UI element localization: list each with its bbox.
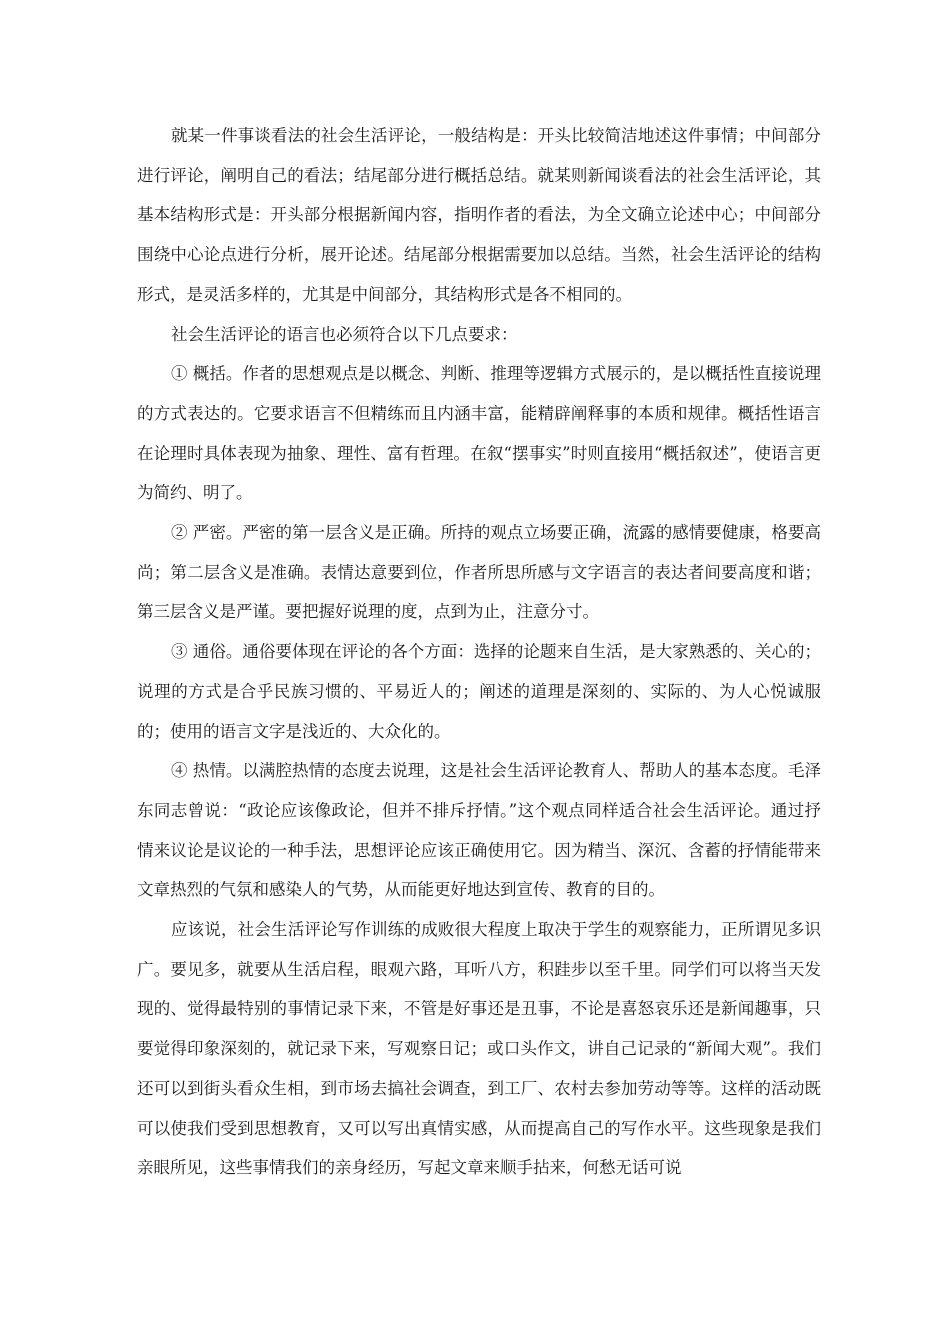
paragraph-point-rigorous: ② 严密。严密的第一层含义是正确。所持的观点立场要正确，流露的感情要健康，格要高尚；第二层含义是准确。表情达意要到位，作者所思所感与文字语言的表达者间要高度和谐；第三层含义是严谨。要把握好说理的度，点到为止，注意分寸。 xyxy=(137,523,821,622)
paragraph-point-popular: ③ 通俗。通俗要体现在评论的各个方面：选择的论题来自生活，是大家熟悉的、关心的；说理的方式是合乎民族习惯的、平易近人的；阐述的道理是深刻的、实际的、为人心悦诚服的；使用的语言文字是浅近的、大众化的。 xyxy=(137,642,821,741)
paragraph-structure: 就某一件事谈看法的社会生活评论，一般结构是：开头比较简洁地述这件事情；中间部分进行评论，阐明自己的看法；结尾部分进行概括总结。就某则新闻谈看法的社会生活评论，其基本结构形式是：开头部分根据新闻内容，指明作者的看法，为全文确立论述中心；中间部分围绕中心论点进行分析，展开论述。结尾部分根据需要加以总结。当然，社会生活评论的结构形式，是灵活多样的，尤其是中间部分，其结构形式是各不相同的。 xyxy=(137,126,821,304)
paragraph-point-concise: ① 概括。作者的思想观点是以概念、判断、推理等逻辑方式展示的，是以概括性直接说理的方式表达的。它要求语言不但精练而且内涵丰富，能精辟阐释事的本质和规律。概括性语言在论理时具体表现为抽象、理性、富有哲理。在叙“摆事实”时则直接用“概括叙述”，使语言更为简约、明了。 xyxy=(137,364,821,503)
document-page xyxy=(137,116,821,1188)
paragraph-language-requirements: 社会生活评论的语言也必须符合以下几点要求： xyxy=(171,324,518,344)
paragraph-observation: 应该说，社会生活评论写作训练的成败很大程度上取决于学生的观察能力，正所谓见多识广。要见多，就要从生活启程，眼观六路，耳听八方，积跬步以至千里。同学们可以将当天发现的、觉得最特别的事情记录下来，不管是好事还是丑事，不论是喜怒哀乐还是新闻趣事，只要觉得印象深刻的，就记录下来，写观察日记；或口头作文，讲自己记录的“新闻大观”。我们还可以到街头看众生相，到市场去搞社会调查，到工厂、农村去参加劳动等等。这样的活动既可以使我们受到思想教育，又可以写出真情实感，从而提高自己的写作水平。这些现象是我们亲眼所见，这些事情我们的亲身经历，写起文章来顺手拈来，何愁无话可说 xyxy=(137,920,821,1178)
paragraph-point-passion: ④ 热情。以满腔热情的态度去说理，这是社会生活评论教育人、帮助人的基本态度。毛泽东同志曾说：“政论应该像政论，但并不排斥抒情。”这个观点同样适合社会生活评论。通过抒情来议论是议论的一种手法，思想评论应该正确使用它。因为精当、深沉、含蓄的抒情能带来文章热烈的气氛和感染人的气势，从而能更好地达到宣传、教育的目的。 xyxy=(137,761,821,900)
